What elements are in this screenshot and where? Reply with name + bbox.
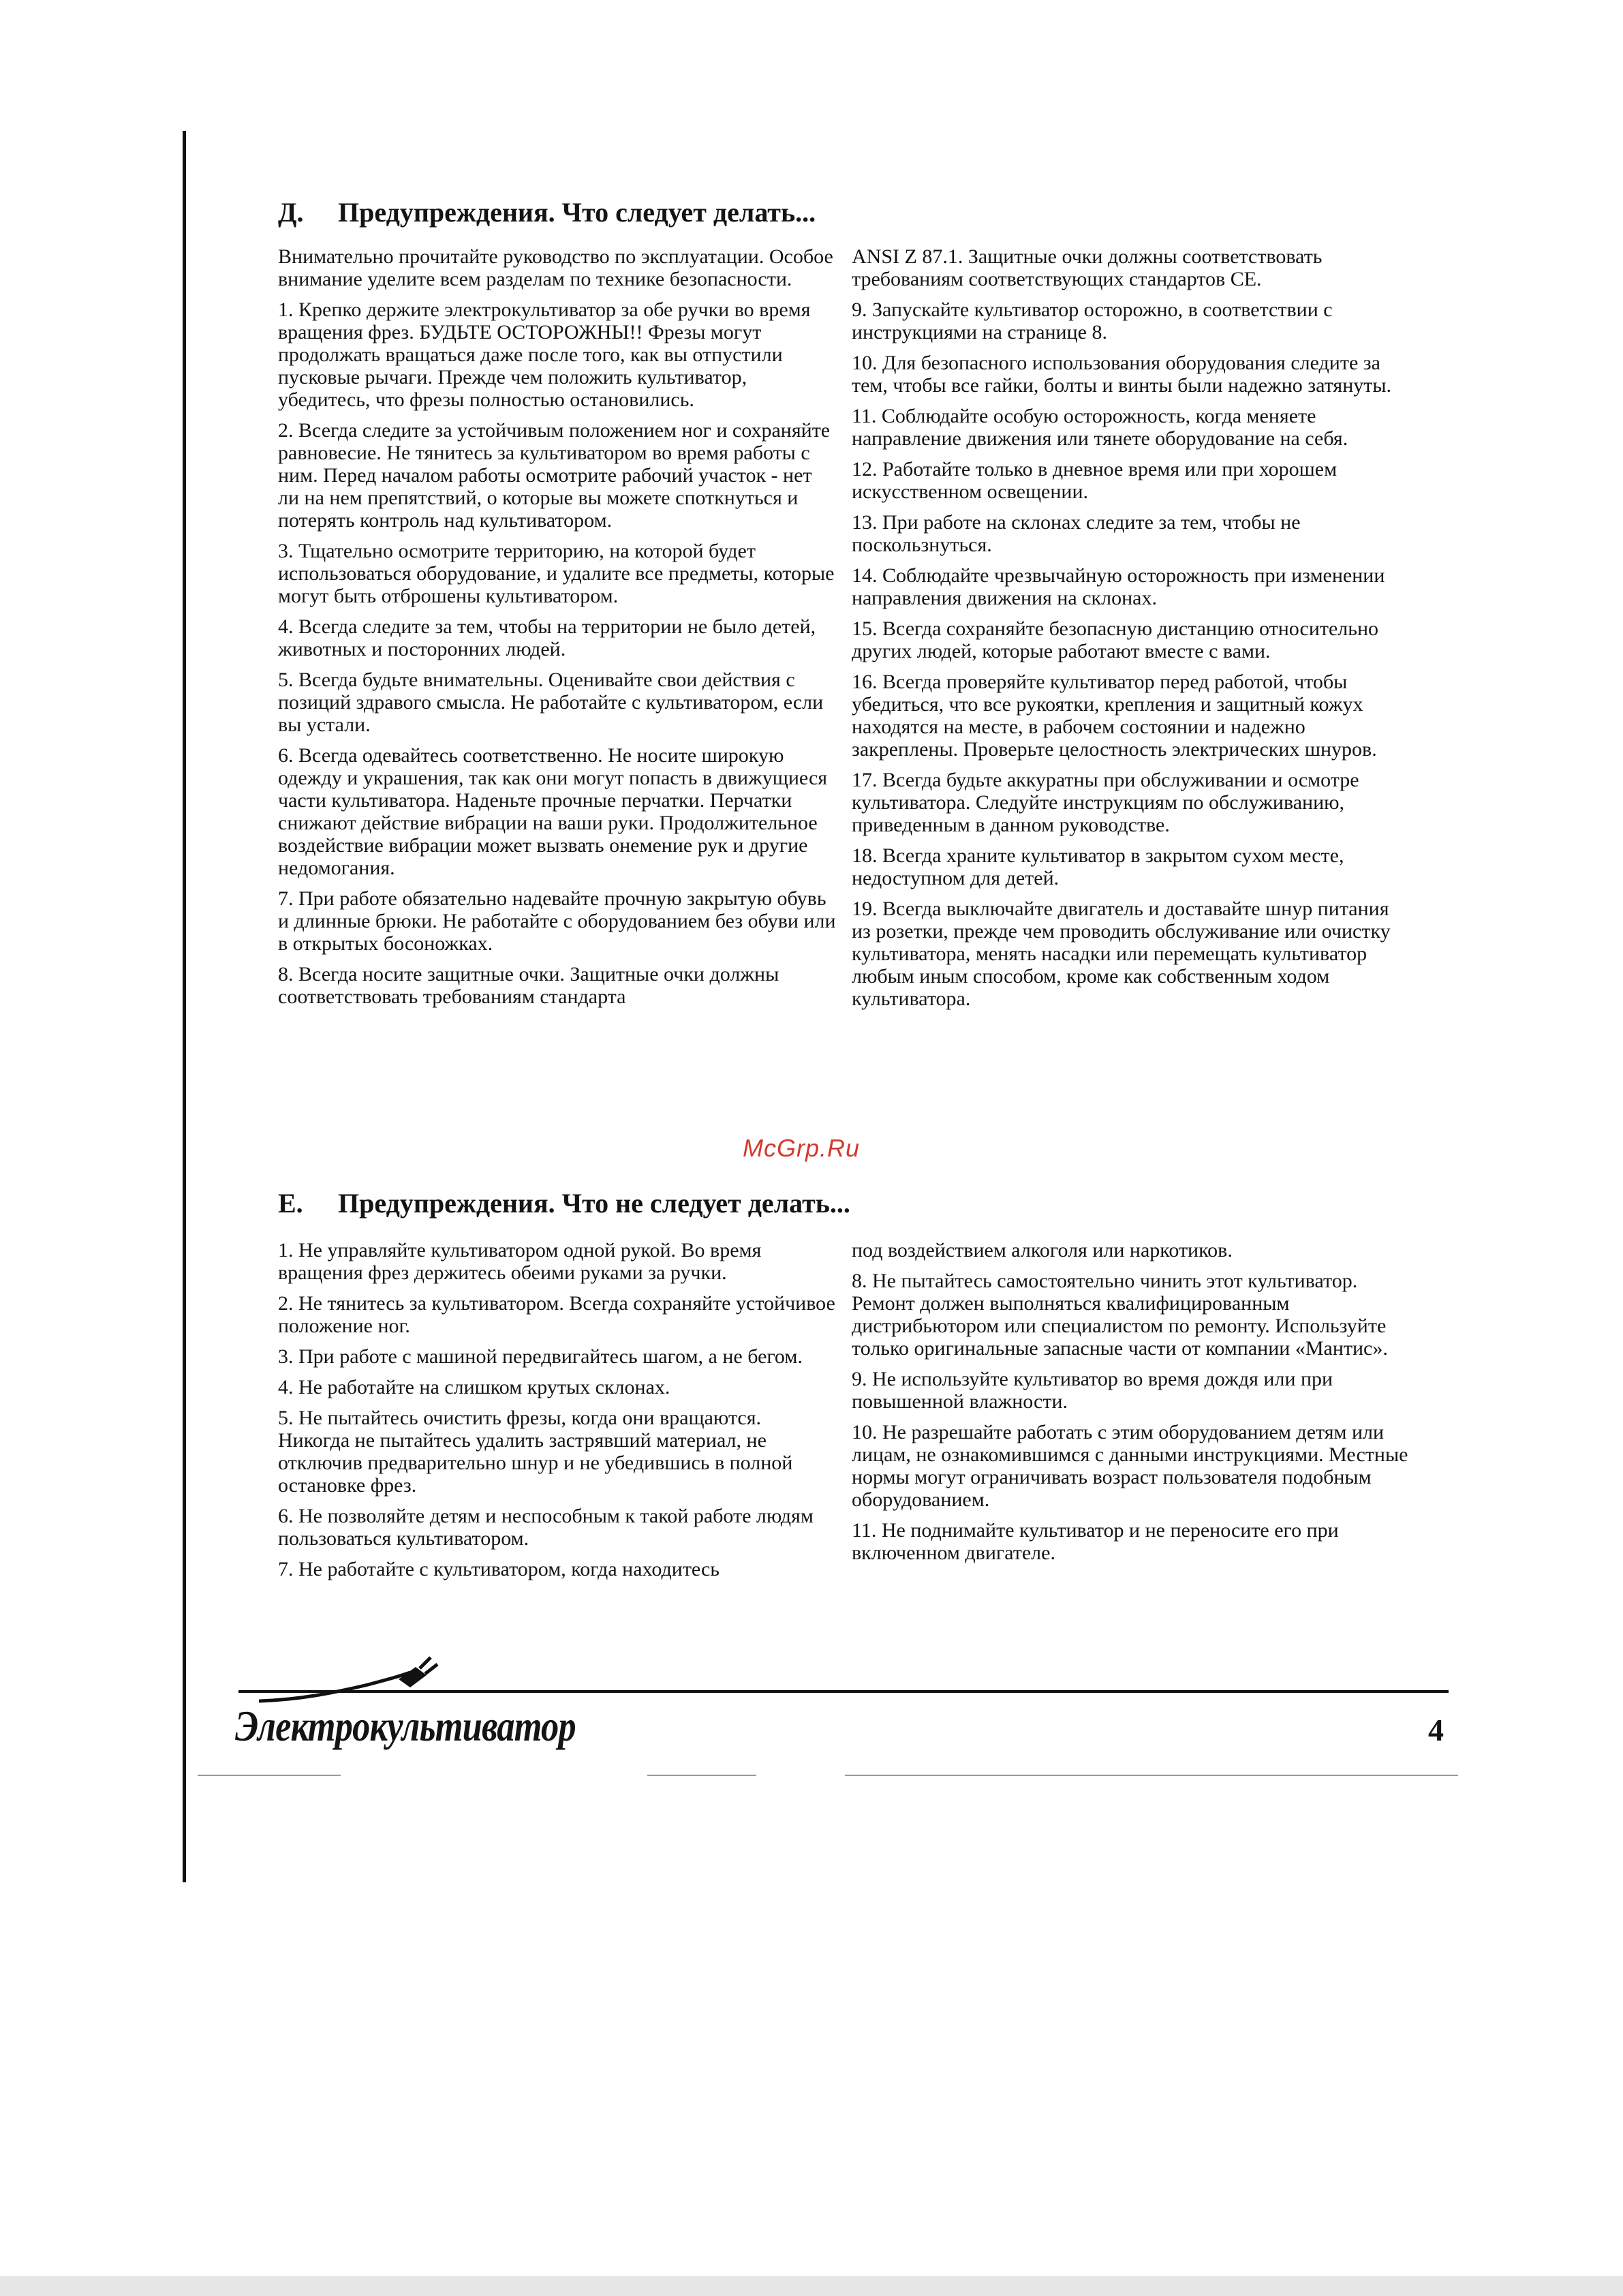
warning-item: 13. При работе на склонах следите за тем, чтобы не поскользнуться. [852, 511, 1301, 556]
prohibition-item: 4. Не работайте на слишком крутых склонах. [278, 1376, 670, 1398]
scan-bottom-band [0, 2276, 1623, 2296]
prohibition-item: 9. Не используйте культиватор во время дождя или при повышенной влажности. [852, 1368, 1333, 1413]
page-number: 4 [1428, 1713, 1444, 1747]
warning-item: 7. При работе обязательно надевайте прочную закрытую обувь и длинные брюки. Не работайте с оборудованием без обуви или в открытых босоножках. [278, 887, 836, 955]
prohibition-item: 10. Не разрешайте работать с этим оборудованием детям или лицам, не ознакомившимся с данными инструкциями. Местные нормы могут ограничивать возраст пользователя подобным оборудованием. [852, 1421, 1408, 1511]
section-d-title: Предупреждения. Что следует делать... [338, 197, 816, 228]
warning-item: 5. Всегда будьте внимательны. Оценивайте свои действия с позиций здравого смысла. Не работайте с культиватором, если вы устали. [278, 669, 824, 736]
prohibition-item: 11. Не поднимайте культиватор и не переносите его при включенном двигателе. [852, 1519, 1339, 1564]
prohibition-item: под воздействием алкоголя или наркотиков. [852, 1239, 1233, 1261]
footer-product-title: Электрокультиватор [235, 1702, 576, 1750]
prohibition-item: 8. Не пытайтесь самостоятельно чинить этот культиватор. Ремонт должен выполняться квалифицированным дистрибьютором или специалистом по ремонту. Используйте только оригинальные запасные части от компании «Мантис». [852, 1270, 1388, 1360]
section-d-intro: Внимательно прочитайте руководство по эксплуатации. Особое внимание уделите всем разделам по технике безопасности. [278, 245, 833, 290]
section-e-letter: Е. [278, 1188, 303, 1219]
prohibition-item: 7. Не работайте с культиватором, когда находитесь [278, 1558, 720, 1580]
prohibition-item: 1. Не управляйте культиватором одной рукой. Во время вращения фрез держитесь обеими руками за ручки. [278, 1239, 762, 1284]
scan-artifact-rule [845, 1775, 1458, 1776]
prohibition-item: 5. Не пытайтесь очистить фрезы, когда они вращаются. Никогда не пытайтесь удалить застрявший материал, не отключив предварительно шнур и не убедившись в полной остановке фрез. [278, 1407, 793, 1497]
warning-item: 3. Тщательно осмотрите территорию, на которой будет использоваться оборудование, и удалите все предметы, которые могут быть отброшены культиватором. [278, 540, 835, 607]
footer-rule [238, 1690, 1449, 1693]
warning-item: 10. Для безопасного использования оборудования следите за тем, чтобы все гайки, болты и винты были надежно затянуты. [852, 352, 1392, 397]
prohibition-item: 6. Не позволяйте детям и неспособным к такой работе людям пользоваться культиватором. [278, 1505, 814, 1550]
warning-item: 9. Запускайте культиватор осторожно, в соответствии с инструкциями на странице 8. [852, 299, 1333, 343]
warning-item: 12. Работайте только в дневное время или при хорошем искусственном освещении. [852, 458, 1338, 503]
warning-item: 15. Всегда сохраняйте безопасную дистанцию относительно других людей, которые работают вместе с вами. [852, 617, 1379, 662]
scan-margin-line [183, 131, 186, 1882]
warning-item: 14. Соблюдайте чрезвычайную осторожность при изменении направления движения на склонах. [852, 564, 1385, 609]
scan-artifact-rule [647, 1775, 756, 1776]
section-e-right-column [852, 1239, 1410, 1572]
warning-item: 18. Всегда храните культиватор в закрытом сухом месте, недоступном для детей. [852, 844, 1344, 889]
warning-item: 19. Всегда выключайте двигатель и доставайте шнур питания из розетки, прежде чем проводить обслуживание или очистку культиватора, менять насадки или перемещать культиватор любым иным способом, кроме как собственным ходом культиватора. [852, 898, 1391, 1010]
warning-item: ANSI Z 87.1. Защитные очки должны соответствовать требованиям соответствующих стандартов CE. [852, 245, 1323, 290]
section-d-heading [278, 196, 816, 229]
warning-item: 4. Всегда следите за тем, чтобы на территории не было детей, животных и посторонних людей. [278, 615, 816, 660]
warning-item: 16. Всегда проверяйте культиватор перед работой, чтобы убедиться, что все рукоятки, крепления и защитный кожух находятся на месте, в рабочем состоянии и надежно закреплены. Проверьте целостность электрических шнуров. [852, 671, 1377, 761]
section-d-left-column [278, 245, 837, 1016]
plug-cord-icon [259, 1652, 457, 1706]
section-d-letter: Д. [278, 197, 304, 228]
warning-item: 8. Всегда носите защитные очки. Защитные очки должны соответствовать требованиям стандарта [278, 963, 779, 1008]
warning-item: 17. Всегда будьте аккуратны при обслуживании и осмотре культиватора. Следуйте инструкциям по обслуживанию, приведенным в данном руководстве. [852, 769, 1359, 836]
section-e-heading [278, 1187, 850, 1220]
prohibition-item: 3. При работе с машиной передвигайтесь шагом, а не бегом. [278, 1345, 803, 1368]
watermark-text: McGrp.Ru [743, 1134, 861, 1162]
scan-artifact-rule [198, 1775, 341, 1776]
warning-item: 1. Крепко держите электрокультиватор за обе ручки во время вращения фрез. БУДЬТЕ ОСТОРОЖНЫ!! Фрезы могут продолжать вращаться даже после того, как вы отпустили пусковые рычаги. Прежде чем положить культиватор, убедитесь, что фрезы полностью остановились. [278, 299, 811, 411]
section-d-right-column [852, 245, 1410, 1018]
prohibition-item: 2. Не тянитесь за культиватором. Всегда сохраняйте устойчивое положение ног. [278, 1292, 835, 1337]
warning-item: 11. Соблюдайте особую осторожность, когда меняете направление движения или тянете оборудование на себя. [852, 405, 1348, 450]
warning-item: 6. Всегда одевайтесь соответственно. Не носите широкую одежду и украшения, так как они могут попасть в движущиеся части культиватора. Наденьте прочные перчатки. Перчатки снижают действие вибрации на ваши руки. Продолжительное воздействие вибрации может вызвать онемение рук и другие недомогания. [278, 744, 828, 879]
section-e-title: Предупреждения. Что не следует делать... [338, 1188, 850, 1219]
warning-item: 2. Всегда следите за устойчивым положением ног и сохраняйте равновесие. Не тянитесь за культиватором во время работы с ним. Перед началом работы осмотрите рабочий участок - нет ли на нем препятствий, о которые вы можете споткнуться и потерять контроль над культиватором. [278, 419, 831, 532]
section-e-left-column [278, 1239, 837, 1589]
